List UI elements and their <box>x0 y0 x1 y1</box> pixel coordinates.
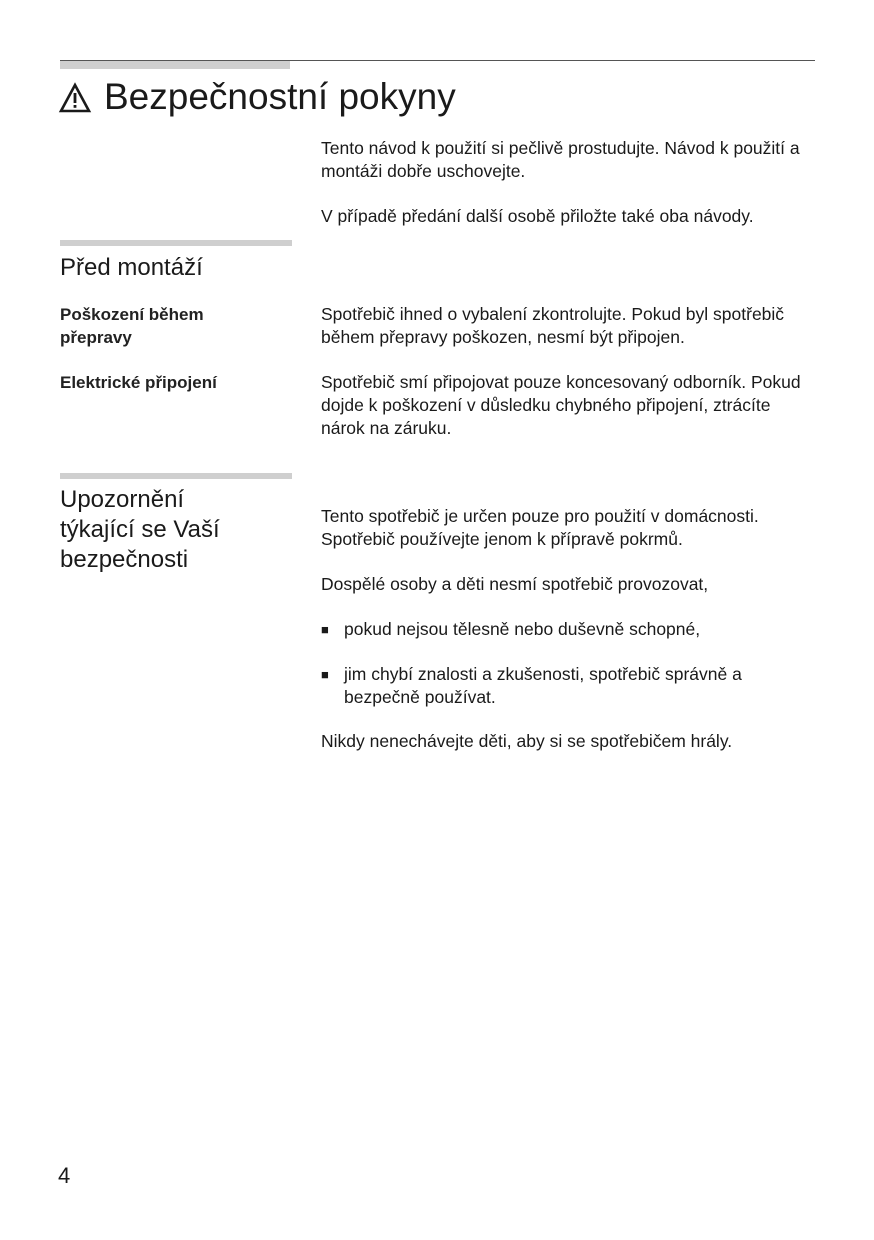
intro-paragraph-1: Tento návod k použití si pečlivě prostudujte. Návod k použití a montáži dobře uschovejte. <box>321 138 800 181</box>
top-accent-bar <box>60 61 290 69</box>
warning-triangle-icon <box>58 81 92 113</box>
label-electrical-connection: Elektrické připojení <box>60 373 217 392</box>
bullet-item <box>321 663 811 709</box>
safety-paragraph-1: Tento spotřebič je určen pouze pro použití v domácnosti. Spotřebič používejte jenom k přípravě pokrmů. <box>321 506 759 549</box>
bullet-item <box>321 618 811 641</box>
page-title-text: Bezpečnostní pokyny <box>104 76 456 117</box>
bullet-square-icon: ■ <box>321 622 329 637</box>
section-title-before-installation: Před montáží <box>60 254 203 281</box>
page-title <box>58 76 456 118</box>
section-divider <box>60 473 292 479</box>
section-title-safety-notes: Upozornění týkající se Vaší bezpečnosti <box>60 486 220 573</box>
safety-paragraph-3: Nikdy nenechávejte děti, aby si se spotřebičem hrály. <box>321 731 733 751</box>
safety-paragraph-2: Dospělé osoby a děti nesmí spotřebič provozovat, <box>321 574 709 594</box>
text-transport-damage: Spotřebič ihned o vybalení zkontrolujte. Pokud byl spotřebič během přepravy poškozen, nesmí být připojen. <box>321 304 785 347</box>
section-divider <box>60 240 292 246</box>
intro-paragraph-2: V případě předání další osobě přiložte také oba návody. <box>321 206 754 226</box>
bullet-text: jim chybí znalosti a zkušenosti, spotřebič správně a bezpečně používat. <box>344 664 742 707</box>
page-number: 4 <box>58 1163 71 1188</box>
bullet-text: pokud nejsou tělesně nebo duševně schopné, <box>344 619 701 639</box>
text-electrical-connection: Spotřebič smí připojovat pouze koncesovaný odborník. Pokud dojde k poškození v důsledku chybného připojení, ztrácíte nárok na záruku. <box>321 372 801 438</box>
bullet-square-icon: ■ <box>321 667 329 682</box>
label-transport-damage: Poškození během přepravy <box>60 305 204 347</box>
